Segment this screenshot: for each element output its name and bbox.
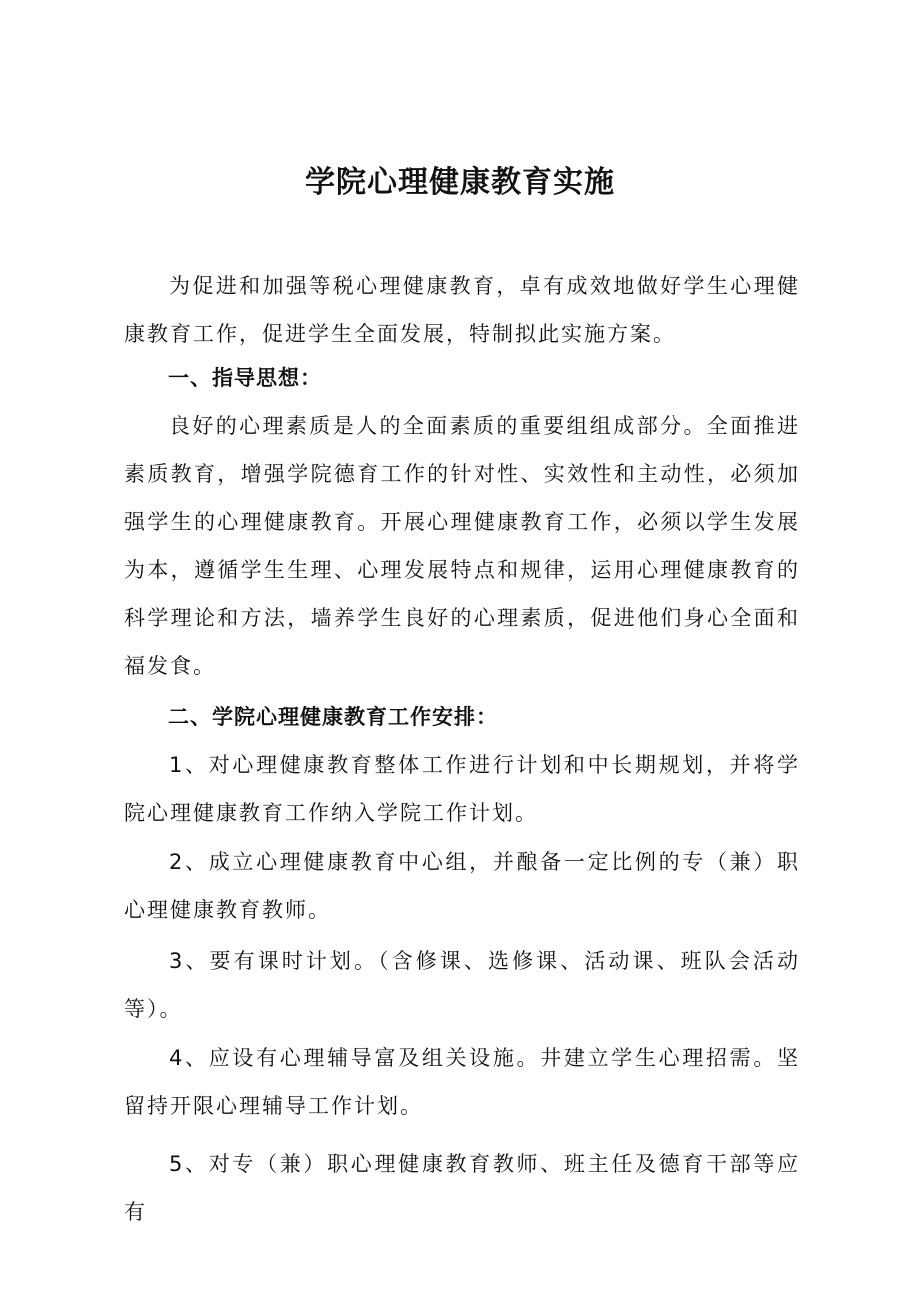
- section-heading-guiding-ideology: 一、指导思想：: [168, 366, 322, 390]
- work-item-4: 4、应设有心理辅导富及组关设施。井建立学生心理招需。坚留持开限心理辅导工作计划。: [124, 1046, 800, 1118]
- work-item-5: 5、对专（兼）职心理健康教育教师、班主任及德育干部等应有: [124, 1152, 800, 1224]
- work-item-3: 3、要有课时计划。（含修课、选修课、活动课、班队会活动等）。: [124, 949, 800, 1021]
- section-heading-work-arrangement: 二、学院心理健康教育工作安排：: [168, 705, 498, 729]
- intro-paragraph: 为促进和加强等税心理健康教育，卓有成效地做好学生心理健康教育工作，促进学生全面发展，特制拟此实施方案。: [124, 274, 800, 346]
- work-item-1: 1、对心理健康教育整体工作进行计划和中长期规划，并将学院心理健康教育工作纳入学院工作计划。: [124, 753, 800, 825]
- document-title: 学院心理健康教育实施: [305, 165, 615, 200]
- guiding-ideology-paragraph: 良好的心理素质是人的全面素质的重要组组成部分。全面推进素质教育，增强学院德育工作的针对性、实效性和主动性，必须加强学生的心理健康教育。开展心理健康教育工作，必须以学生发展为本，遵循学生生理、心理发展特点和规律，运用心理健康教育的科学理论和方法，墙养学生良好的心理素质，促进他们身心全面和福发食。: [124, 414, 800, 678]
- work-item-2: 2、成立心理健康教育中心组，并酿备一定比例的专（兼）职心理健康教育教师。: [124, 850, 800, 922]
